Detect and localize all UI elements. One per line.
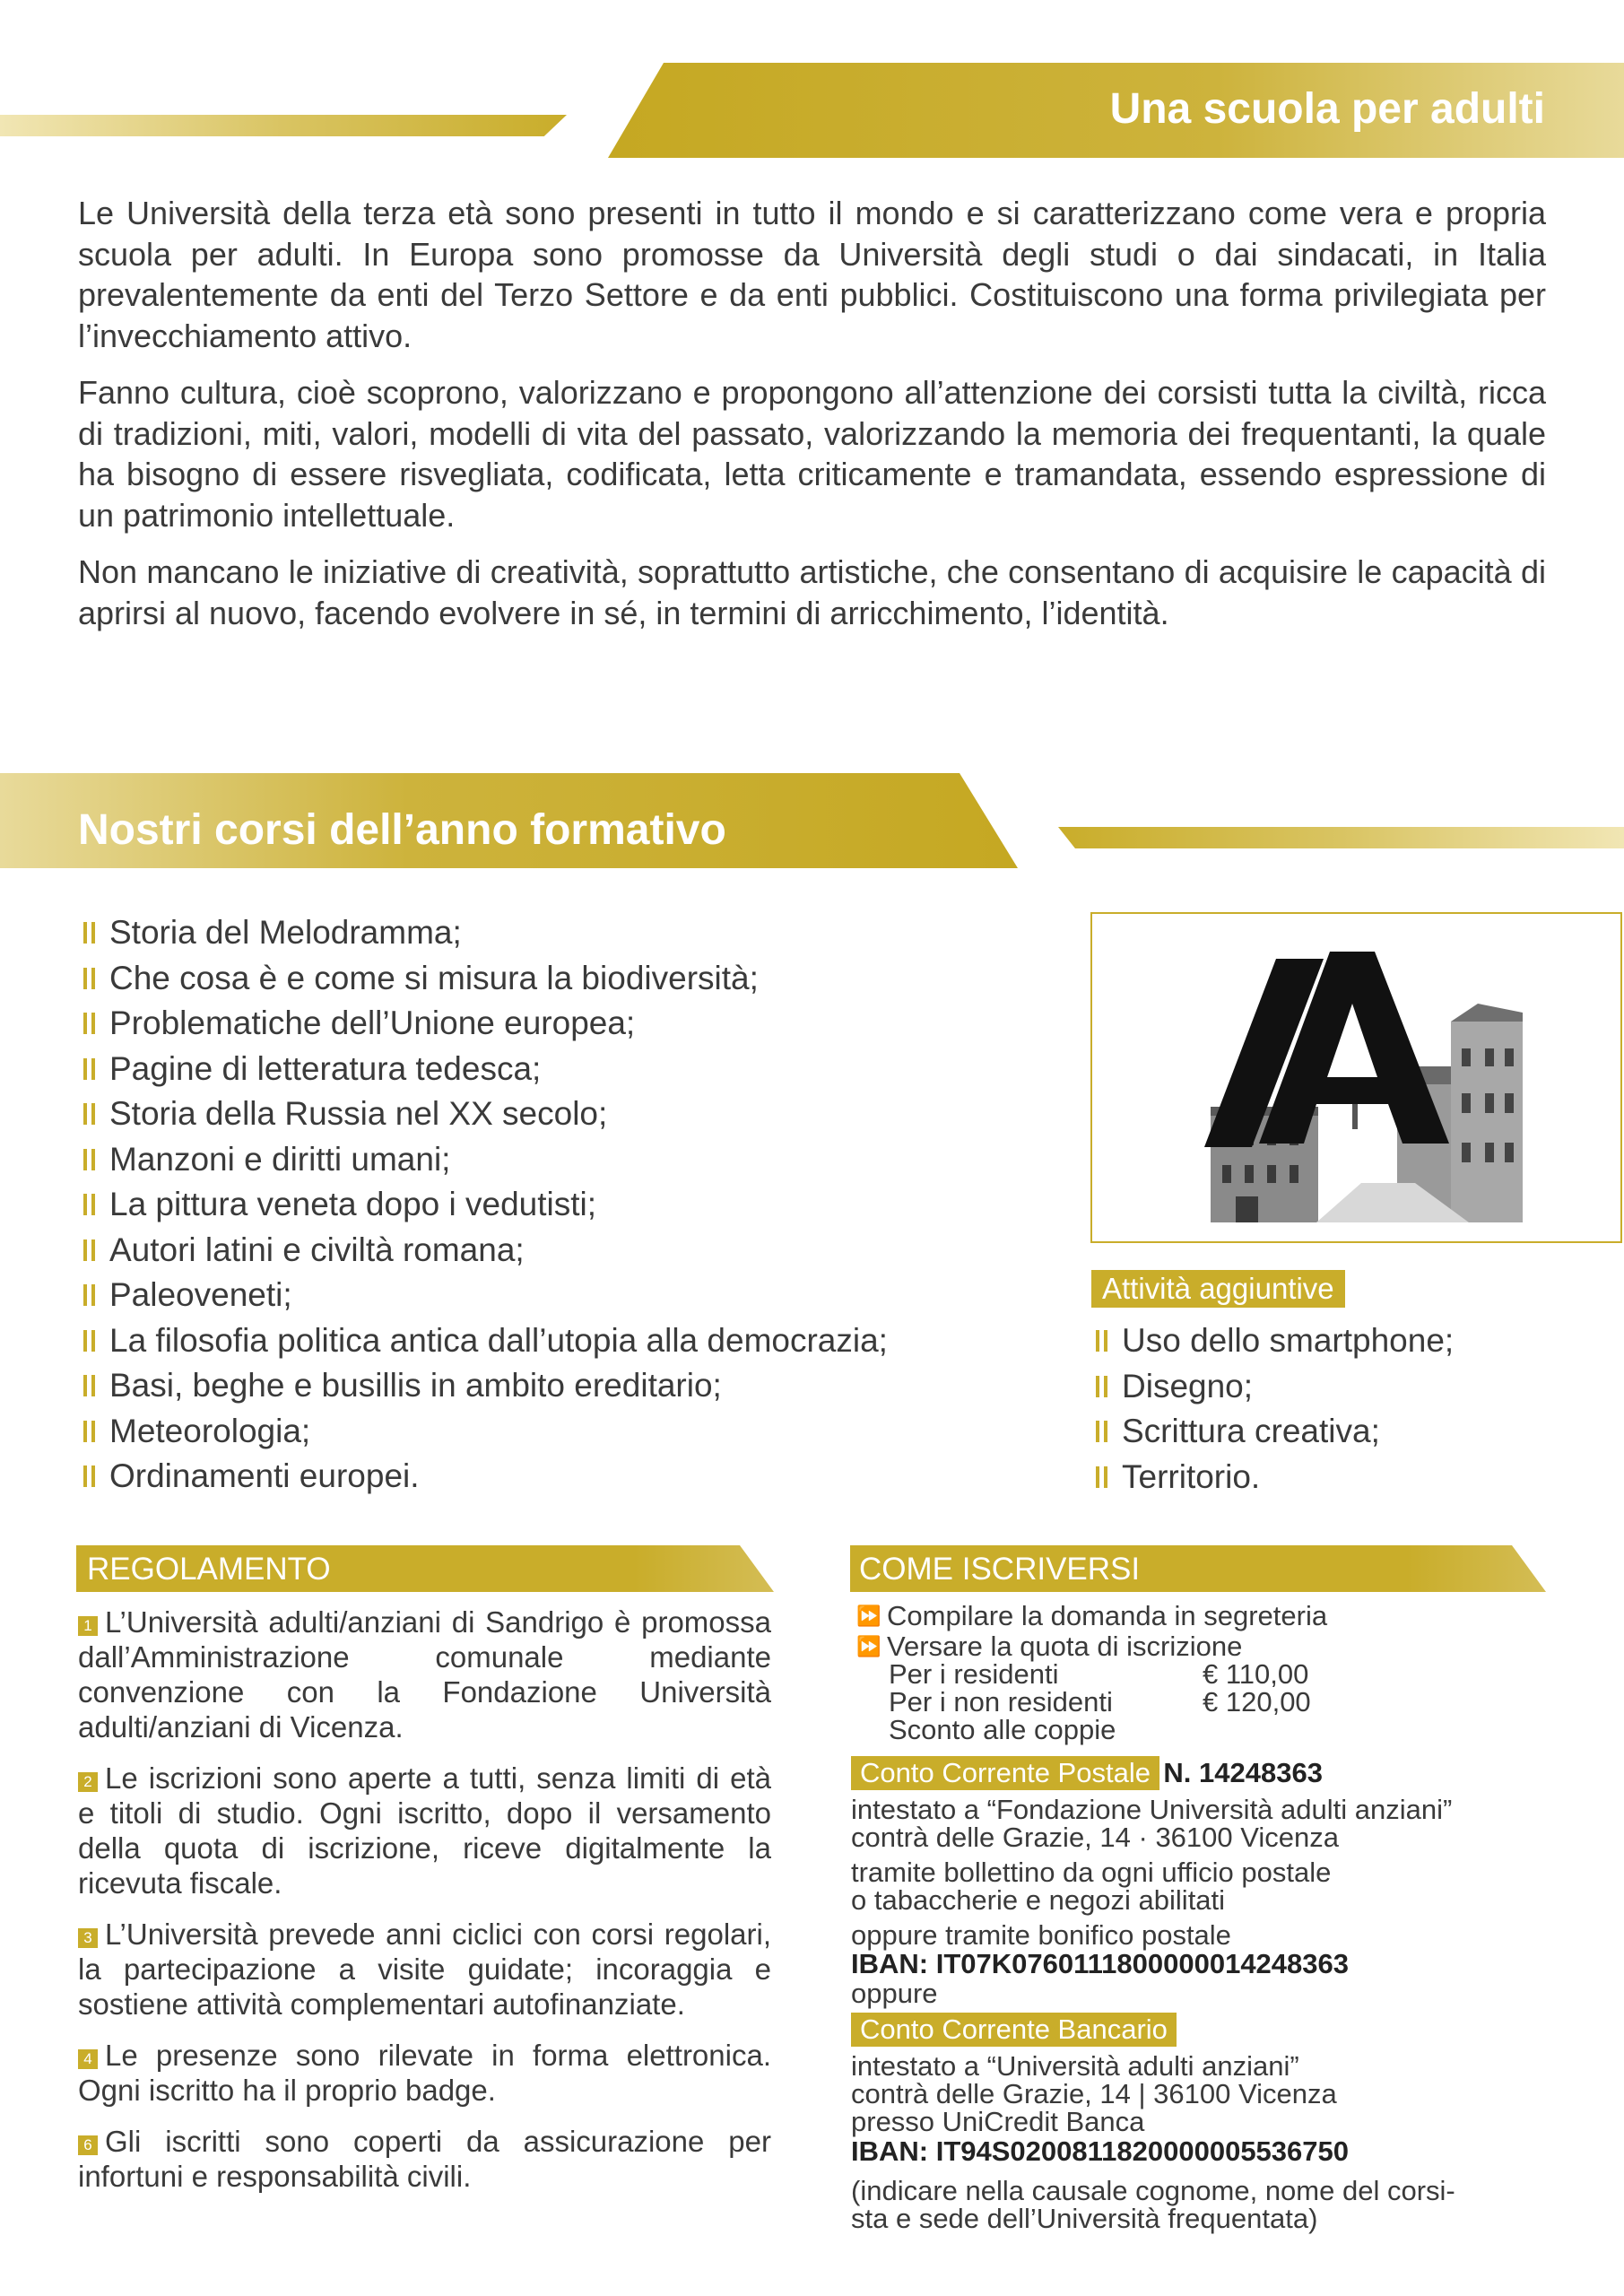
list-item: Scrittura creativa; [1096, 1409, 1598, 1455]
bank-note: sta e sede dell’Università frequentata) [851, 2203, 1318, 2234]
bank-line: intestato a “Università adulti anziani” [851, 2050, 1299, 2082]
bank-note: (indicare nella causale cognome, nome del corsi- [851, 2175, 1455, 2206]
number-badge: 1 [78, 1616, 98, 1636]
intro-text [78, 193, 1546, 633]
iscriversi-title: COME ISCRIVERSI [859, 1552, 1141, 1587]
regolamento-item: 6 Gli iscritti sono coperti da assicurazione per infortuni e responsabilità civili. [78, 2125, 771, 2193]
fee-row: Per i residenti € 110,00 [889, 1658, 1309, 1690]
list-item: Paleoveneti; [83, 1273, 1034, 1318]
intro-paragraph-3: Non mancano le iniziative di creatività, soprattutto artistiche, che consentano di acquisire le capacità di aprirsi al nuovo, facendo evolvere in sé, in termini di arricchimento, l’identità. [78, 553, 1546, 631]
postal-tag: Conto Corrente Postale [851, 1756, 1159, 1790]
discount: Sconto alle coppie [889, 1714, 1116, 1745]
header2-title: Nostri corsi dell’anno formativo [78, 806, 726, 854]
regolamento-item: 3 L’Università prevede anni ciclici con corsi regolari, la partecipazione a visite guidate; incoraggia e sostiene attività complementari autofinanziate. [78, 1918, 771, 2021]
postal-tag-row [851, 1756, 1550, 1796]
list-item: Problematiche dell’Unione europea; [83, 1001, 1034, 1047]
bank-line: contrà delle Grazie, 14 | 36100 Vicenza [851, 2078, 1337, 2109]
intro-paragraph-2: Fanno cultura, cioè scoprono, valorizzano e propongono all’attenzione dei corsisti tutta la civiltà, ricca di tradizioni, miti, valori, modelli di vita del passato, valorizzando la memoria dei frequentanti, la quale ha bisogno di essere risvegliata, codificata, letta criticamente e tramandata, essendo espressione di un patrimonio intellettuale. [78, 374, 1546, 534]
bank-line: presso UniCredit Banca [851, 2106, 1145, 2137]
bullet-icon [83, 1058, 95, 1080]
postal-or: oppure [851, 1978, 938, 2009]
regolamento-item: 1 L’Università adulti/anziani di Sandrigo è promossa dall’Amministrazione comunale mediante convenzione con la Fondazione Università adulti/anziani di Vicenza. [78, 1605, 771, 1744]
list-item: Manzoni e diritti umani; [83, 1137, 1034, 1183]
list-item: Storia della Russia nel XX secolo; [83, 1091, 1034, 1137]
courses-list [83, 910, 1034, 1500]
number-badge: 4 [78, 2049, 98, 2069]
list-item: La filosofia politica antica dall’utopia alla democrazia; [83, 1318, 1034, 1364]
postal-number: N. 14248363 [1163, 1757, 1323, 1788]
double-arrow-icon: ⏩ [856, 1635, 881, 1657]
bullet-icon [1096, 1421, 1107, 1442]
header2-right-stripe [1058, 827, 1624, 848]
list-item: Storia del Melodramma; [83, 910, 1034, 956]
postal-line: tramite bollettino da ogni ufficio postale [851, 1857, 1332, 1888]
postal-line: intestato a “Fondazione Università adulti anziani” [851, 1794, 1453, 1825]
postal-iban: IBAN: IT07K0760111800000014248363 [851, 1948, 1350, 1979]
double-arrow-icon: ⏩ [856, 1605, 881, 1627]
header1-left-stripe [0, 115, 567, 136]
bullet-icon [83, 1239, 95, 1261]
list-item: Disegno; [1096, 1364, 1598, 1410]
list-item: Meteorologia; [83, 1409, 1034, 1455]
regolamento-item: 2 Le iscrizioni sono aperte a tutti, senza limiti di età e titoli di studio. Ogni iscritto, dopo il versamento della quota di iscrizione, riceve digitalmente la ricevuta fiscale. [78, 1761, 771, 1900]
regolamento-item: 4 Le presenze sono rilevate in forma elettronica. Ogni iscritto ha il proprio badge. [78, 2039, 771, 2107]
list-item: Pagine di letteratura tedesca; [83, 1047, 1034, 1092]
bank-iban: IBAN: IT94S0200811820000005536750 [851, 2135, 1350, 2167]
list-item: Uso dello smartphone; [1096, 1318, 1598, 1364]
step-1: ⏩ Compilare la domanda in segreteria [856, 1600, 1328, 1631]
intro-paragraph-1: Le Università della terza età sono presenti in tutto il mondo e si caratterizzano come vera e propria scuola per adulti. In Europa sono promosse da Università degli studi o dai sindacati, in Italia prevalentemente da enti del Terzo Settore e da enti pubblici. Costituiscono una forma privilegiata per l’invecchiamento attivo. [78, 195, 1546, 354]
list-item: Autori latini e civiltà romana; [83, 1228, 1034, 1274]
list-item: Territorio. [1096, 1455, 1598, 1500]
bullet-icon [83, 1284, 95, 1306]
bullet-icon [83, 1465, 95, 1487]
bullet-icon [83, 1375, 95, 1396]
number-badge: 3 [78, 1928, 98, 1948]
bank-tag-row [851, 2013, 1550, 2052]
fee-row: Per i non residenti € 120,00 [889, 1686, 1311, 1718]
extra-title-tag: Attività aggiuntive [1091, 1270, 1345, 1308]
bullet-icon [83, 1149, 95, 1170]
bank-tag: Conto Corrente Bancario [851, 2013, 1177, 2047]
regolamento-body [78, 1605, 771, 2210]
bullet-icon [83, 1013, 95, 1034]
extra-list [1096, 1318, 1598, 1500]
bullet-icon [83, 1421, 95, 1442]
bullet-icon [1096, 1466, 1107, 1488]
bullet-icon [83, 922, 95, 944]
list-item: La pittura veneta dopo i vedutisti; [83, 1182, 1034, 1228]
logo-box [1090, 912, 1622, 1243]
number-badge: 6 [78, 2135, 98, 2155]
number-badge: 2 [78, 1772, 98, 1792]
postal-line: contrà delle Grazie, 14 · 36100 Vicenza [851, 1822, 1339, 1853]
list-item: Basi, beghe e busillis in ambito ereditario; [83, 1363, 1034, 1409]
bullet-icon [83, 968, 95, 989]
list-item: Ordinamenti europei. [83, 1454, 1034, 1500]
bullet-icon [1096, 1330, 1107, 1352]
postal-line: oppure tramite bonifico postale [851, 1919, 1231, 1951]
bullet-icon [83, 1103, 95, 1125]
iscriversi-body [851, 1599, 1550, 2232]
bullet-icon [83, 1194, 95, 1215]
header1-title: Una scuola per adulti [1109, 85, 1545, 133]
bullet-icon [1096, 1376, 1107, 1397]
list-item: Che cosa è e come si misura la biodiversità; [83, 956, 1034, 1002]
logo-icon [1092, 914, 1620, 1241]
regolamento-title: REGOLAMENTO [87, 1552, 331, 1587]
postal-line: o tabaccherie e negozi abilitati [851, 1884, 1226, 1916]
bullet-icon [83, 1330, 95, 1352]
step-2: ⏩ Versare la quota di iscrizione [856, 1631, 1243, 1662]
